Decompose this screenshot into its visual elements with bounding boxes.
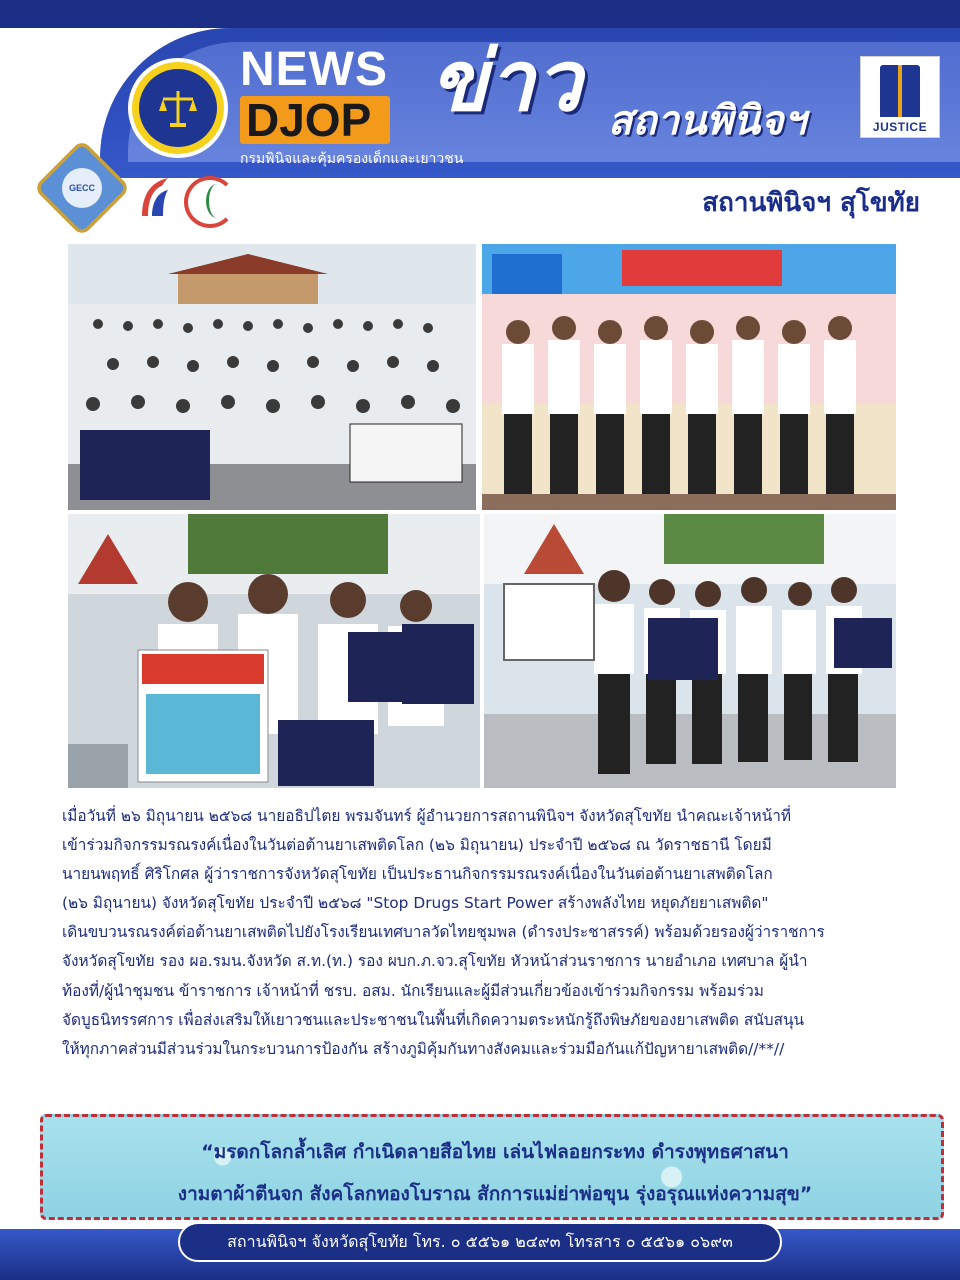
department-name: กรมพินิจและคุ้มครองเด็กและเยาวชน xyxy=(240,151,464,167)
article-line: เมื่อวันที่ ๒๖ มิถุนายน ๒๕๖๘ นายอธิปไตย พรมจันทร์ ผู้อำนวยการสถานพินิจฯ จังหวัดสุโขทัย นำคณะเจ้าหน้าที่ xyxy=(62,807,792,825)
justice-label: JUSTICE xyxy=(872,120,928,134)
photo-crowd-rally xyxy=(68,244,476,510)
article-line: จัดบูธนิทรรศการ เพื่อส่งเสริมให้เยาวชนและประชาชนในพื้นที่เกิดความตระหนักรู้ถึงพิษภัยของยาเสพติด สนับสนุน xyxy=(62,1010,805,1029)
djop-emblem-logo xyxy=(128,58,228,158)
justice-pillar-icon xyxy=(880,65,920,117)
footer-contact-pill xyxy=(178,1222,782,1262)
scales-icon xyxy=(139,69,217,147)
photo-booth-group xyxy=(482,244,896,510)
header-top-strip xyxy=(0,0,960,28)
footer-contact: สถานพินิจฯ จังหวัดสุโขทัย โทร. ๐ ๕๕๖๑ ๒๔๙๓ โทรสาร ๐ ๕๕๖๑ ๐๖๙๓ xyxy=(227,1231,733,1251)
province-motto-box xyxy=(40,1114,944,1220)
article-body xyxy=(62,802,920,1064)
thai-flag-ribbon-icon xyxy=(136,176,174,220)
djop-wordmark: DJOP xyxy=(246,94,372,146)
photo-street-march xyxy=(484,514,896,788)
news-wordmark: NEWS xyxy=(240,43,388,96)
article-line: เดินขบวนรณรงค์ต่อต้านยาเสพติดไปยังโรงเรียนเทศบาลวัดไทยชุมพล (ดำรงประชาสรรค์) พร้อมด้วยรองผู้ว่าราชการ xyxy=(62,923,825,942)
article-line: ให้ทุกภาคส่วนมีส่วนร่วมในกระบวนการป้องกัน สร้างภูมิคุ้มกันทางสังคมและร่วมมือกันแก้ปัญหายาเสพติด//**// xyxy=(62,1039,785,1058)
article-line: นายนพฤทธิ์ ศิริโกศล ผู้ว่าราชการจังหวัดสุโขทัย เป็นประธานกิจกรรมรณรงค์เนื่องในวันต่อต้านยาเสพติดโลก xyxy=(62,865,773,884)
gecc-label: GECC xyxy=(62,168,102,208)
page-title: ข่าว xyxy=(430,31,582,130)
page-subtitle: สถานพินิจฯ xyxy=(608,97,807,144)
article-line: เข้าร่วมกิจกรรมรณรงค์เนื่องในวันต่อต้านยาเสพติดโลก (๒๖ มิถุนายน) ประจำปี ๒๕๖๘ ณ วัดราชธานี โดยมี xyxy=(62,836,772,855)
article-line: (๒๖ มิถุนายน) จังหวัดสุโขทัย ประจำปี ๒๕๖๘ "Stop Drugs Start Power สร้างพลังไทย หยุดภัยยาเสพติด" xyxy=(62,894,769,913)
motto-line-2: งามตาผ้าตีนจก สังคโลกทองโบราณ สักการแม่ย่าพ่อขุน รุ่งอรุณแห่งความสุข” xyxy=(177,1183,813,1205)
photo-campaign-signs xyxy=(68,514,480,788)
justice-logo xyxy=(860,56,940,138)
station-title: สถานพินิจฯ สุโขทัย xyxy=(702,188,920,218)
olive-branch-icon xyxy=(206,184,228,218)
article-line: จังหวัดสุโขทัย รอง ผอ.รมน.จังหวัด ส.ท.(ท.) รอง ผบก.ภ.จว.สุโขทัย หัวหน้าส่วนราชการ นายอำเภอ เทศบาล ผู้นำ xyxy=(62,952,808,971)
motto-line-1: “มรดกโลกล้ำเลิศ กำเนิดลายสือไทย เล่นไฟลอยกระทง ดำรงพุทธศาสนา xyxy=(201,1141,789,1163)
article-line: ท้องที่/ผู้นำชุมชน ข้าราชการ เจ้าหน้าที่ ชรบ. อสม. นักเรียนและผู้มีส่วนเกี่ยวข้องเข้าร่วมกิจกรรม พร้อมร่วม xyxy=(62,981,764,1000)
